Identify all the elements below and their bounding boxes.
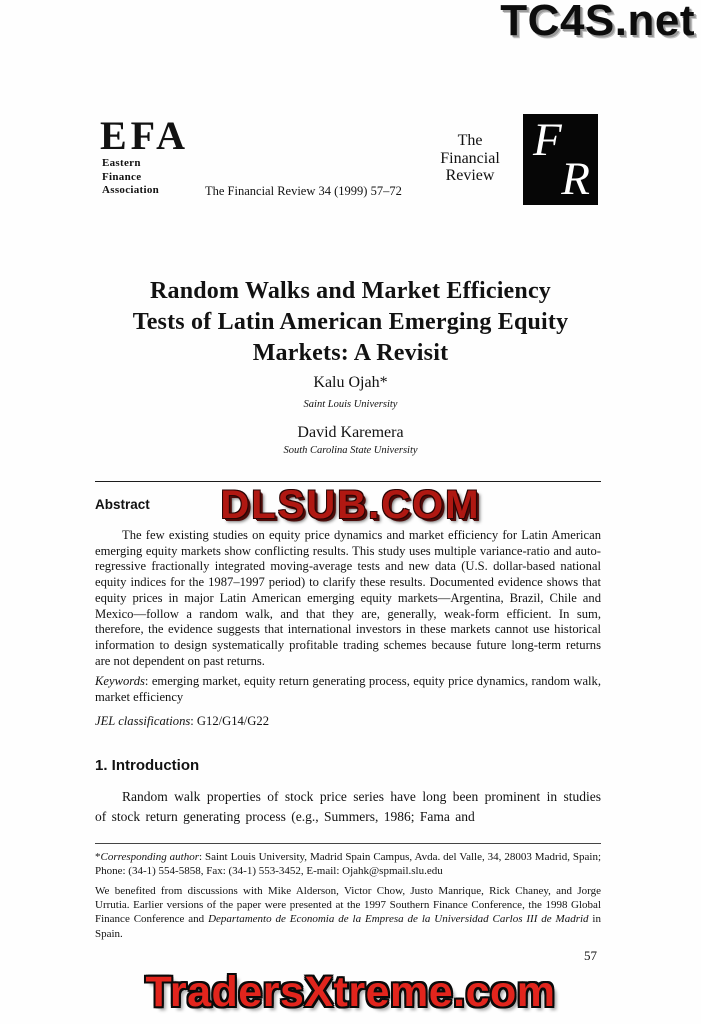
footnote-acknowledgments-part-2: in Spain. <box>95 913 601 940</box>
journal-citation: The Financial Review 34 (1999) 57–72 <box>205 184 402 198</box>
journal-name-line-1: The <box>457 132 483 149</box>
footnote-corresponding-author-text: : Saint Louis University, Madrid Spain Campus, Avda. del Valle, 34, 28003 Madrid, Spain; Phone: (34-1) 554-5858, Fax: (34-1) 553-3452, E-mail: Ojahk@spmail.slu.edu <box>95 851 602 878</box>
introduction-text: Random walk properties of stock price series have long been prominent in studies of stock return generating process (e.g., Summers, 1986; Fama and <box>95 789 601 824</box>
paper-title <box>0 276 701 369</box>
journal-name-line-3: Review <box>445 167 495 184</box>
jel-text: : G12/G14/G22 <box>190 714 269 728</box>
page-number: 57 <box>584 948 597 963</box>
footnote-corresponding-author <box>95 850 601 878</box>
footnote-corresponding-author-label: Corresponding author <box>100 851 199 863</box>
header-divider <box>95 481 601 482</box>
journal-name-line-2: Financial <box>440 149 500 167</box>
keywords-label: Keywords <box>95 674 145 688</box>
author-1-name: Kalu Ojah* <box>313 374 388 391</box>
jel-label: JEL classifications <box>95 714 191 728</box>
efa-logo <box>100 113 220 197</box>
footnote-divider <box>95 843 601 844</box>
efa-acronym: EFA <box>100 113 190 158</box>
efa-line-association: Association <box>102 184 160 196</box>
fr-logo <box>523 114 598 205</box>
footnote-asterisk: * <box>95 851 101 863</box>
footnote-acknowledgments-italic: Departamento de Economia de la Empresa de la Universidad Carlos III de Madrid <box>208 913 589 926</box>
footnote-acknowledgments-part-1: We benefited from discussions with Mike Alderson, Victor Chow, Justo Manrique, Rick Chaney, and Jorge Urrutia. Earlier versions of the paper were presented at the 1997 Southern Finance Conference, the 1998 Global Finance Conference and <box>95 885 601 926</box>
tradersxtreme-watermark: TradersXtreme.com <box>145 968 556 1016</box>
efa-line-eastern: Eastern <box>102 157 141 169</box>
paper-title-line-2: Tests of Latin American Emerging Equity <box>132 309 569 335</box>
jel-line <box>95 714 601 729</box>
abstract-text: The few existing studies on equity price dynamics and market efficiency for Latin American emerging equity markets show conflicting results. This study uses multiple variance-ratio and auto-regressive fractionally integrated moving-average tests and new data (U.S. dollar-based national equity indices for the 1987–1997 period) to clarify these results. Documented evidence shows that equity prices in major Latin American emerging equity markets—Argentina, Brazil, Chile and Mexico—follow a random walk, and that they are, generally, weak-form efficient. In sum, therefore, the evidence suggests that international investors in these markets cannot use historical information to design systematically profitable trading schemes because future long-term returns are not dependent on past returns. <box>95 528 601 668</box>
keywords-line <box>95 673 601 705</box>
paper-title-line-3: Markets: A Revisit <box>252 340 449 366</box>
fr-logo-letter-f: F <box>533 114 562 166</box>
author-2-name: David Karemera <box>297 424 404 441</box>
tc4s-watermark: TC4S.net <box>500 0 695 45</box>
efa-line-finance: Finance <box>102 170 142 183</box>
journal-name <box>420 132 520 185</box>
fr-logo-letter-r: R <box>561 153 590 205</box>
dlsub-watermark: DLSUB.COM <box>220 483 481 527</box>
footnote-acknowledgments <box>95 884 601 941</box>
keywords-text: : emerging market, equity return generating process, equity price dynamics, random walk, market efficiency <box>95 674 601 704</box>
author-1-affiliation: Saint Louis University <box>303 399 398 410</box>
paper-title-line-1: Random Walks and Market Efficiency <box>149 278 552 304</box>
abstract-heading: Abstract <box>95 497 150 512</box>
introduction-heading: 1. Introduction <box>95 757 200 774</box>
author-2-affiliation: South Carolina State University <box>283 445 418 456</box>
